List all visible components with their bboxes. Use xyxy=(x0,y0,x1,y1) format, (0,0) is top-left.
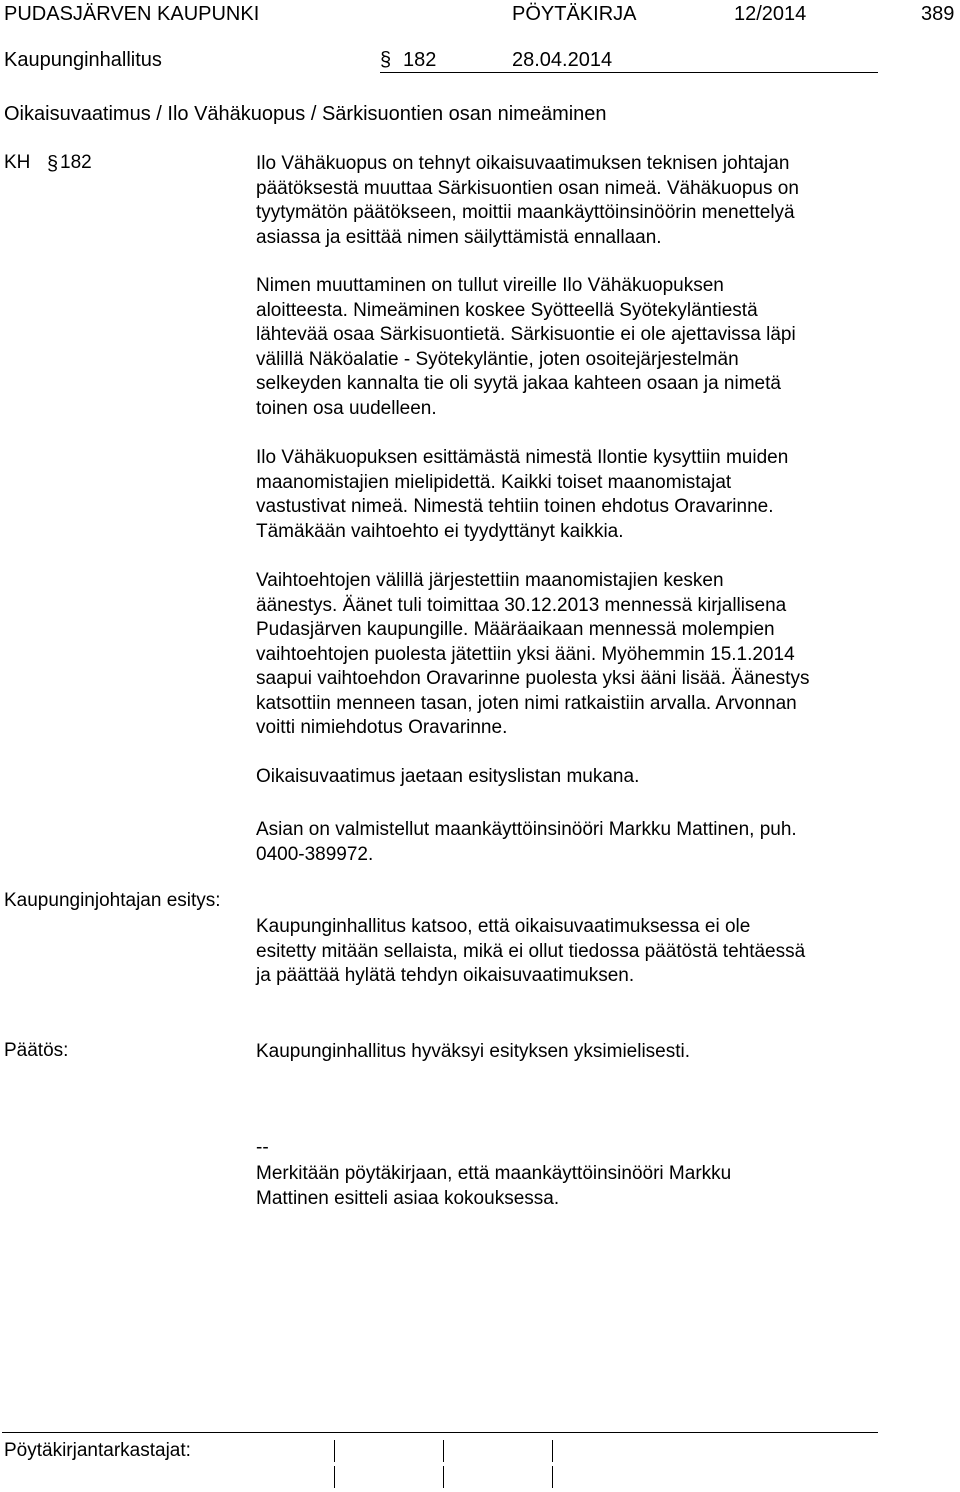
paragraph-3: Ilo Vähäkuopuksen esittämästä nimestä Ilontie kysyttiin muiden maanomistajien mielipidettä. Kaikki toiset maanomistajat vastustivat nimeä. Nimestä tehtiin toinen ehdotus Oravarinne. Tämäkään vaihtoehto ei tyydyttänyt kaikkia. xyxy=(256,447,789,542)
issue-number: 12/2014 xyxy=(734,3,807,25)
paragraph-2: Nimen muuttaminen on tullut vireille Ilo Vähäkuopuksen aloitteesta. Nimeäminen koskee Syötteellä Syötekyläntiestä lähtevää osaa Särkisuontietä. Särkisuontie ei ole ajettavissa läpi välillä Näköalatie - Syötekyläntie, joten osoitejärjestelmän selkeyden kannalta tie oli syytä jakaa kahteen osaan ja nimetä toinen osa uudelleen. xyxy=(256,275,796,419)
page-number: 389 xyxy=(921,3,955,25)
paragraph-1: Ilo Vähäkuopus on tehnyt oikaisuvaatimuksen teknisen johtajan päätöksestä muuttaa Särkisuontien osan nimeä. Vähäkuopus on tyytymätön päätökseen, moittii maankäyttöinsinöörin menettelyä asiassa ja esittää nimen säilyttämistä ennallaan. xyxy=(256,153,799,248)
note-text: Merkitään pöytäkirjaan, että maankäyttöinsinööri Markku Mattinen esitteli asiaa kokouksessa. xyxy=(256,1163,732,1209)
proposal-text: Kaupunginhallitus katsoo, että oikaisuvaatimuksessa ei ole esitetty mitään sellaista, mikä ei ollut tiedossa päätöstä tehtäessä ja päättää hylätä tehdyn oikaisuvaatimuksen. xyxy=(256,916,806,986)
signature-separator xyxy=(334,1440,335,1462)
section-label-prefix: KH xyxy=(4,152,31,173)
proposal-label: Kaupunginjohtajan esitys: xyxy=(4,890,221,911)
signature-separator xyxy=(552,1466,553,1488)
municipality-name: PUDASJÄRVEN KAUPUNKI xyxy=(4,3,260,25)
body-name: Kaupunginhallitus xyxy=(4,49,162,71)
footer-label: Pöytäkirjantarkastajat: xyxy=(4,1440,191,1461)
svg-text:§: § xyxy=(47,153,59,175)
section-number: 182 xyxy=(403,49,437,71)
svg-text:§: § xyxy=(380,49,392,71)
signature-separator xyxy=(443,1466,444,1488)
signature-separator xyxy=(552,1440,553,1462)
meeting-date: 28.04.2014 xyxy=(512,49,613,71)
footer-rule xyxy=(2,1432,878,1433)
section-sign-icon xyxy=(47,153,59,175)
paragraph-6: Asian on valmistellut maankäyttöinsinööri Markku Mattinen, puh. 0400-389972. xyxy=(256,819,797,865)
note-dash: -- xyxy=(256,1137,269,1158)
section-sign-icon xyxy=(380,49,392,71)
signature-separator xyxy=(443,1440,444,1462)
matter-title: Oikaisuvaatimus / Ilo Vähäkuopus / Särkisuontien osan nimeäminen xyxy=(4,103,607,125)
signature-separator xyxy=(334,1466,335,1488)
decision-text: Kaupunginhallitus hyväksyi esityksen yksimielisesti. xyxy=(256,1041,691,1062)
header-rule xyxy=(380,72,878,73)
paragraph-4: Vaihtoehtojen välillä järjestettiin maanomistajien kesken äänestys. Äänet tuli toimittaa 30.12.2013 mennessä kirjallisena Pudasjärven kaupungille. Määräaikaan mennessä molempien vaihtoehtojen puolesta jätettiin yksi ääni. Myöhemmin 15.1.2014 saapui vaihtoehdon Oravarinne puolesta yksi ääni lisää. Äänestys katsottiin menneen tasan, joten nimi ratkaistiin arvalla. Arvonnan voitti nimiehdotus Oravarinne. xyxy=(256,570,810,738)
section-label-number: 182 xyxy=(60,152,92,173)
decision-label: Päätös: xyxy=(4,1040,69,1061)
document-type: PÖYTÄKIRJA xyxy=(512,3,637,25)
paragraph-5: Oikaisuvaatimus jaetaan esityslistan mukana. xyxy=(256,766,640,787)
